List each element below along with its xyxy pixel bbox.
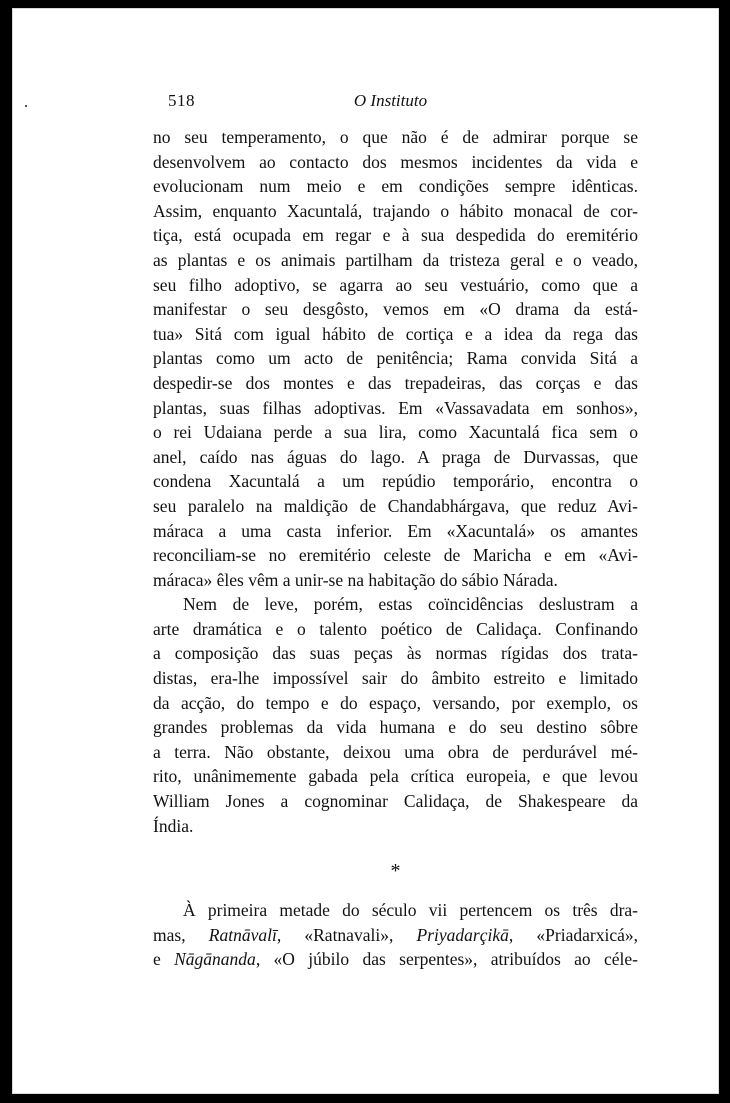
text-line: À primeira metade do século vii pertencem os três dra- xyxy=(183,900,638,921)
italic-title: Ratnāvalī xyxy=(208,924,277,945)
text-line: plantas, suas filhas adoptivas. Em «Vassavadata em sonhos», xyxy=(153,397,638,418)
text-line: condena Xacuntalá a um repúdio temporário, encontra o xyxy=(153,471,638,492)
text-run: mas, xyxy=(153,924,209,945)
text-line: Índia. xyxy=(153,815,194,836)
text-line: Assim, enquanto Xacuntalá, trajando o hábito monacal de cor- xyxy=(153,200,638,221)
page xyxy=(12,8,719,1094)
paragraph-3 xyxy=(153,898,638,972)
text-line: William Jones a cognominar Calidaça, de Shakespeare da xyxy=(153,791,638,812)
text-line xyxy=(153,947,638,972)
text-line: arte dramática e o talento poético de Calidaça. Confinando xyxy=(153,618,638,639)
text-line: a composição das suas peças às normas rígidas dos trata- xyxy=(153,643,638,664)
text-line: a terra. Não obstante, deixou uma obra de perdurável mé- xyxy=(153,741,638,762)
body-text xyxy=(153,125,638,972)
text-line: as plantas e os animais partilham da tristeza geral e o veado, xyxy=(153,249,638,270)
text-line: seu filho adoptivo, se agarra ao seu vestuário, como que a xyxy=(153,274,638,295)
text-line: plantas como um acto de penitência; Rama convida Sitá a xyxy=(153,348,638,369)
text-line: reconciliam-se no eremitério celeste de Maricha e em «Avi- xyxy=(153,545,638,566)
page-number: 518 xyxy=(168,91,195,110)
paragraph-2 xyxy=(153,592,638,838)
text-line: despedir-se dos montes e das trepadeiras, das corças e das xyxy=(153,372,638,393)
text-line: evolucionam num meio e em condições sempre idênticas. xyxy=(153,176,638,197)
text-line: máraca a uma casta inferior. Em «Xacuntalá» os amantes xyxy=(153,520,638,541)
scan-speck xyxy=(25,105,27,107)
text-run: , «Ratnavali», xyxy=(276,924,417,945)
text-line: o rei Udaiana perde a sua lira, como Xacuntalá fica sem o xyxy=(153,422,638,443)
text-line: anel, caído nas águas do lago. A praga de Durvassas, que xyxy=(153,446,638,467)
text-run: , «O júbilo das serpentes», atribuídos ao céle- xyxy=(255,949,638,970)
text-line: manifestar o seu desgôsto, vemos em «O drama da está- xyxy=(153,299,638,320)
text-run: e xyxy=(153,949,175,970)
section-separator: * xyxy=(390,860,401,883)
text-line: seu paralelo na maldição de Chandabhárgava, que reduz Avi- xyxy=(153,495,638,516)
text-line: rito, unânimemente gabada pela crítica europeia, e que levou xyxy=(153,766,638,787)
text-line: máraca» êles vêm a unir-se na habitação do sábio Nárada. xyxy=(153,569,558,590)
text-line: distas, era-lhe impossível sair do âmbito estreito e limitado xyxy=(153,668,638,689)
text-line: no seu temperamento, o que não é de admirar porque se xyxy=(153,127,638,147)
running-header xyxy=(168,91,613,115)
running-title: O Instituto xyxy=(353,91,428,110)
italic-title: Priyadarçikā xyxy=(416,924,509,945)
text-line: tua» Sitá com igual hábito de cortiça e a idea da rega das xyxy=(153,323,638,344)
paragraph-1 xyxy=(153,125,638,592)
text-run: , «Priadarxicá», xyxy=(508,924,638,945)
text-line: grandes problemas da vida humana e do seu destino sôbre xyxy=(153,717,638,738)
italic-title: Nāgānanda xyxy=(174,949,256,970)
text-line: Nem de leve, porém, estas coïncidências deslustram a xyxy=(183,594,638,615)
text-line: desenvolvem ao contacto dos mesmos incidentes da vida e xyxy=(153,151,638,172)
text-line xyxy=(153,923,638,948)
text-line: tiça, está ocupada em regar e à sua despedida do eremitério xyxy=(153,225,638,246)
text-line: da acção, do tempo e do espaço, versando, por exemplo, os xyxy=(153,692,638,713)
